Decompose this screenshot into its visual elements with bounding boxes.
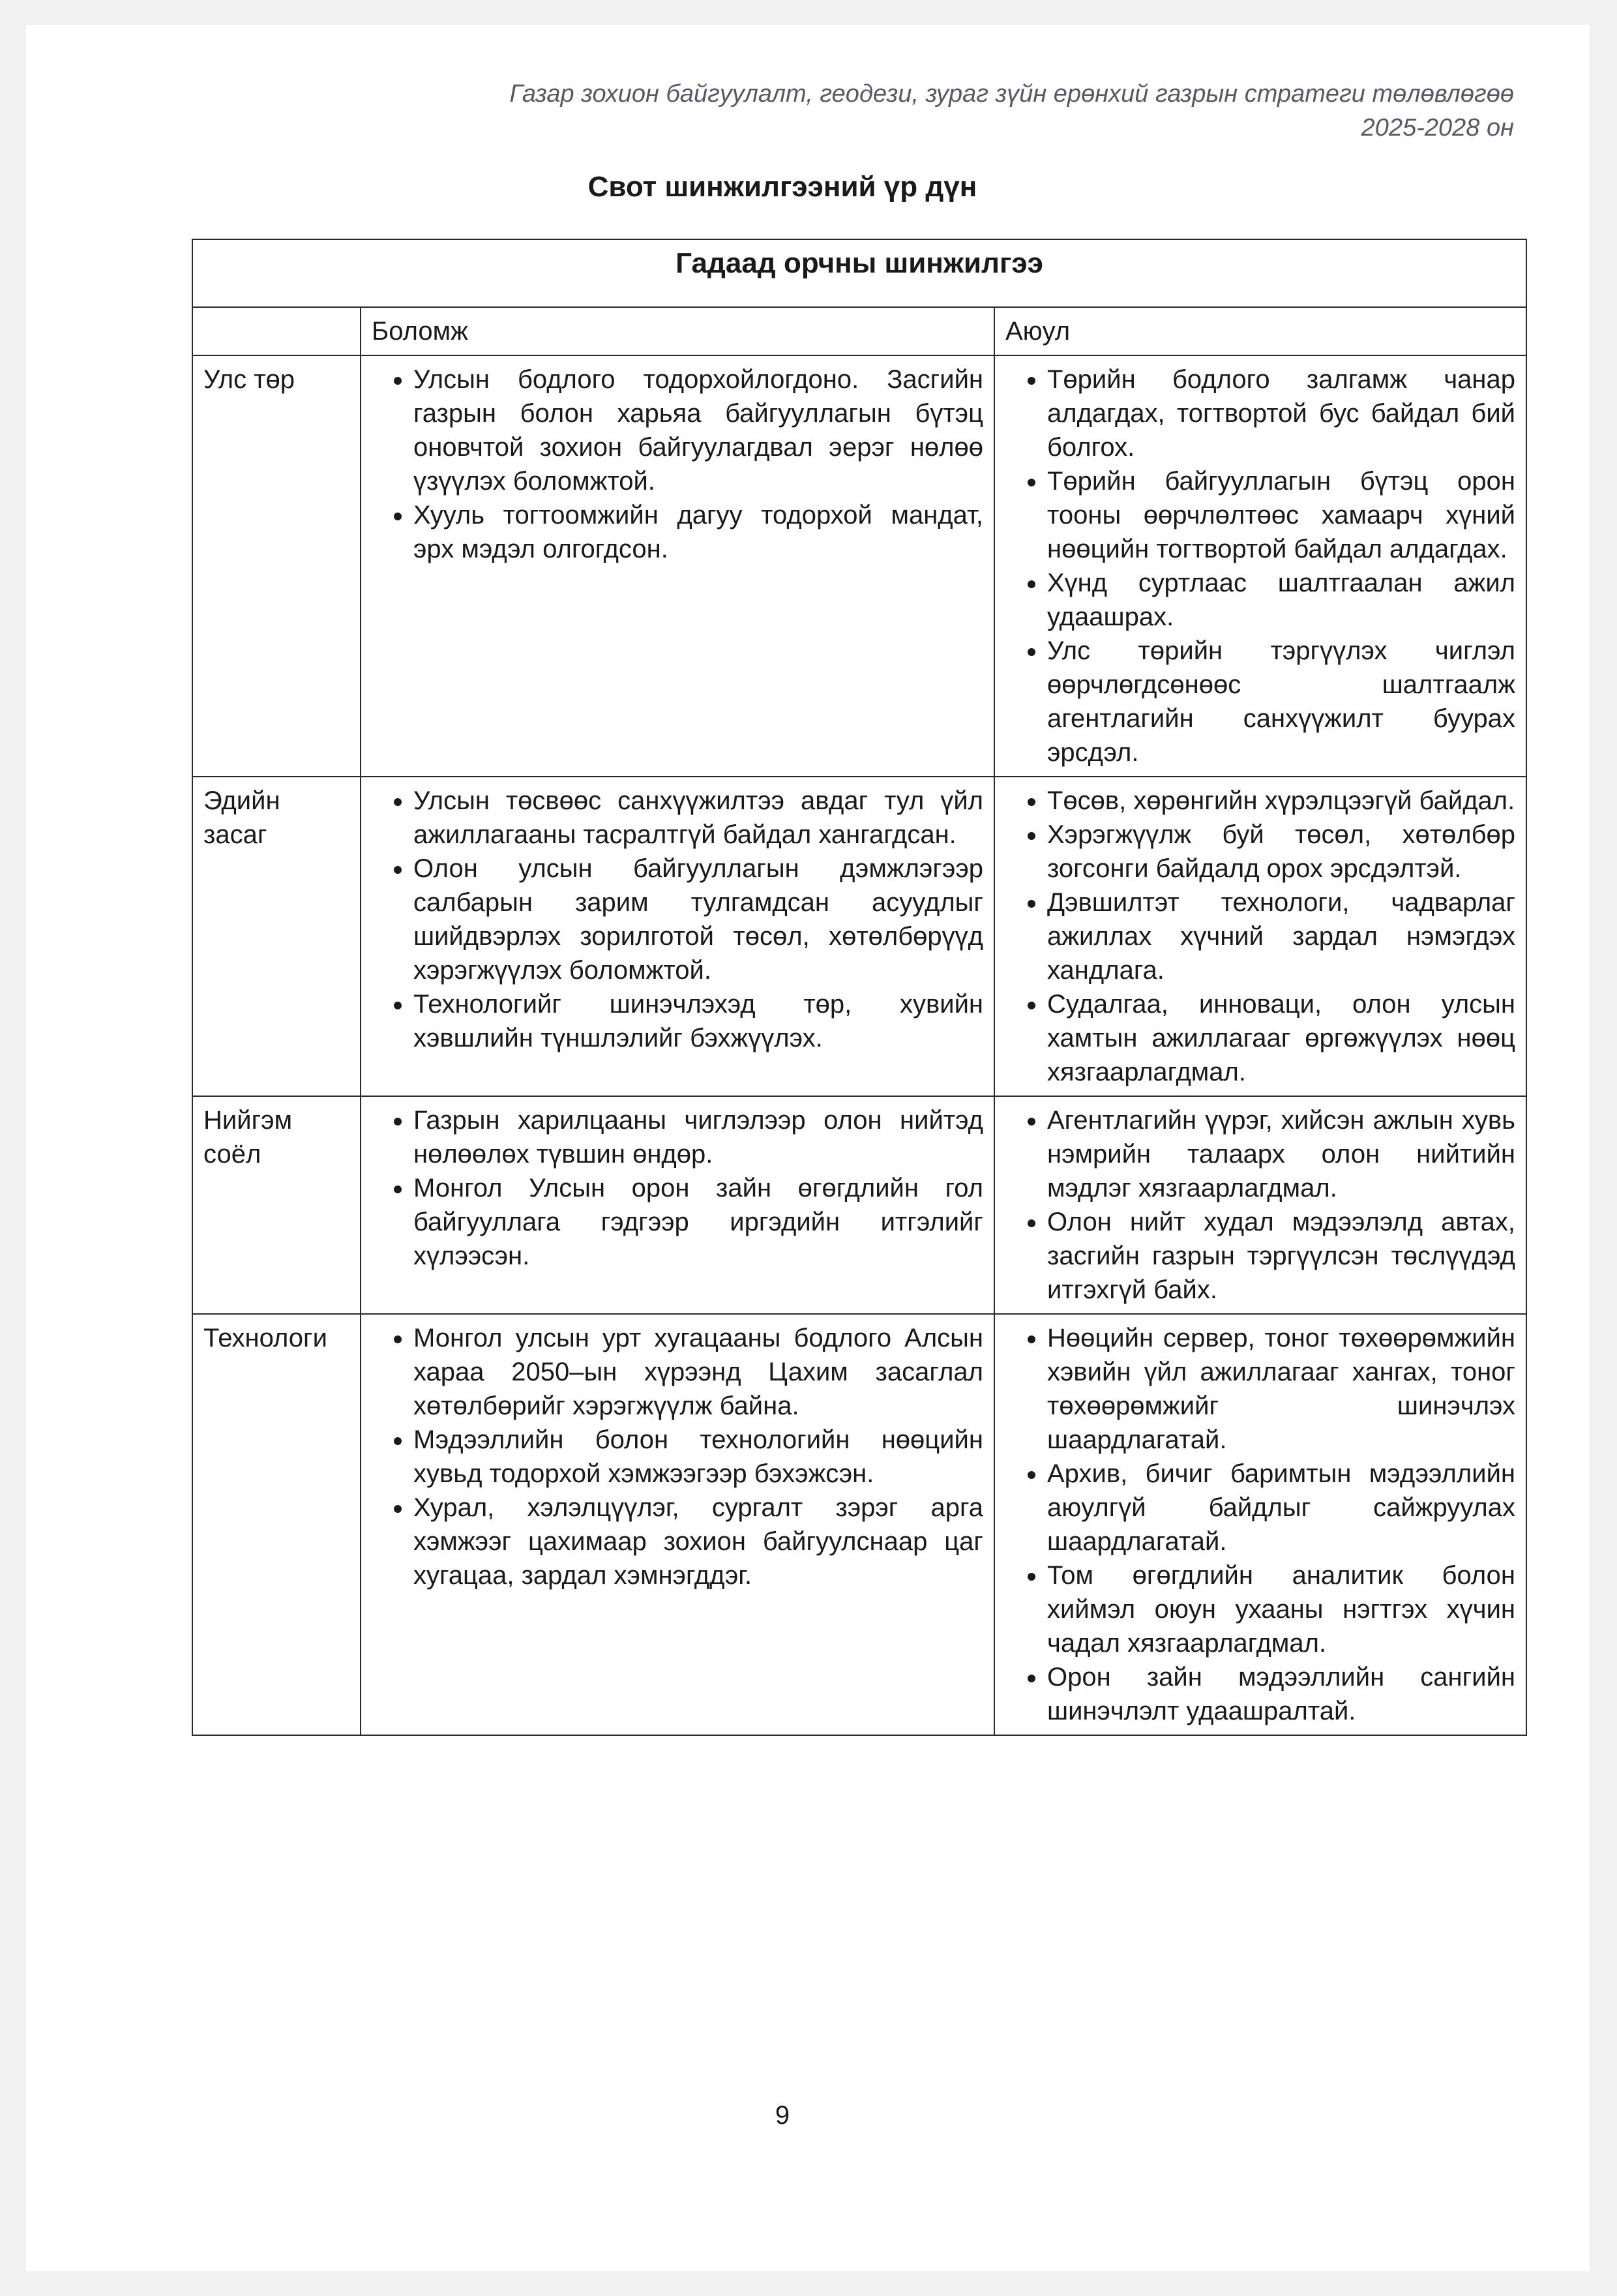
threats-cell [994, 355, 1526, 777]
list-item: • Хүнд суртлаас шалтгаалан ажил удаашрах. [1047, 566, 1515, 634]
list-item: • Орон зайн мэдээллийн сангийн шинэчлэлт удаашралтай. [1047, 1660, 1515, 1728]
threats-cell [994, 1314, 1526, 1735]
list-item: • Том өгөгдлийн аналитик болон хиймэл оюун ухааны нэгтгэх хүчин чадал хязгаарлагдмал. [1047, 1558, 1515, 1660]
threats-list [1005, 1321, 1515, 1728]
threats-list [1005, 1103, 1515, 1307]
column-header-opportunities: Боломж [361, 307, 994, 355]
row-label: Улс төр [192, 355, 361, 777]
opportunities-list [372, 363, 983, 566]
column-header-category [192, 307, 361, 355]
threats-cell [994, 1096, 1526, 1314]
row-label: Эдийн засаг [192, 777, 361, 1096]
list-item: • Хууль тогтоомжийн дагуу тодорхой мандат, эрх мэдэл олгогдсон. [413, 498, 983, 566]
list-item: • Архив, бичиг баримтын мэдээллийн аюулгүй байдлыг сайжруулах шаардлагатай. [1047, 1457, 1515, 1558]
section-header-row [192, 239, 1526, 307]
column-header-threats: Аюул [994, 307, 1526, 355]
table-row [192, 1096, 1526, 1314]
threats-list [1005, 784, 1515, 1089]
page-title: Свот шинжилгээний үр дүн [587, 171, 977, 203]
table-row [192, 355, 1526, 777]
opportunities-list [372, 1321, 983, 1592]
list-item: • Газрын харилцааны чиглэлээр олон нийтэд нөлөөлөх түвшин өндөр. [413, 1103, 983, 1171]
list-item: • Мэдээллийн болон технологийн нөөцийн хувьд тодорхой хэмжээгээр бэхэжсэн. [413, 1423, 983, 1491]
opportunities-list [372, 1103, 983, 1273]
list-item: • Улсын төсвөөс санхүүжилтээ авдаг тул үйл ажиллагааны тасралтгүй байдал хангагдсан. [413, 784, 983, 852]
threats-list [1005, 363, 1515, 769]
list-item: • Төрийн байгууллагын бүтэц орон тооны өөрчлөлтөөс хамаарч хүний нөөцийн тогтвортой байдал алдагдах. [1047, 464, 1515, 566]
list-item: • Технологийг шинэчлэхэд төр, хувийн хэвшлийн түншлэлийг бэхжүүлэх. [413, 987, 983, 1055]
list-item: • Судалгаа, инноваци, олон улсын хамтын ажиллагааг өргөжүүлэх нөөц хязгаарлагдмал. [1047, 987, 1515, 1089]
page-number: 9 [775, 2101, 790, 2130]
section-title: Гадаад орчны шинжилгээ [192, 239, 1526, 307]
header-title: Газар зохион байгуулалт, геодези, зураг зүйн ерөнхий газрын стратеги төлөвлөгөө [509, 80, 1514, 108]
opportunities-cell [361, 1314, 994, 1735]
list-item: • Хурал, хэлэлцүүлэг, сургалт зэрэг арга хэмжээг цахимаар зохион байгуулснаар цаг хугацаа, зардал хэмнэгддэг. [413, 1491, 983, 1592]
list-item: • Улсын бодлого тодорхойлогдоно. Засгийн газрын болон харьяа байгууллагын бүтэц оновчтой зохион байгуулагдвал эерэг нөлөө үзүүлэх боломжтой. [413, 363, 983, 498]
opportunities-cell [361, 1096, 994, 1314]
list-item: • Нөөцийн сервер, тоног төхөөрөмжийн хэвийн үйл ажиллагааг хангах, тоног төхөөрөмжийг шинэчлэх шаардлагатай. [1047, 1321, 1515, 1457]
column-header-row [192, 307, 1526, 355]
list-item: • Олон улсын байгууллагын дэмжлэгээр салбарын зарим тулгамдсан асуудлыг шийдвэрлэх зорилготой төсөл, хөтөлбөрүүд хэрэгжүүлэх боломжтой. [413, 852, 983, 987]
threats-cell [994, 777, 1526, 1096]
table-row [192, 777, 1526, 1096]
list-item: • Агентлагийн үүрэг, хийсэн ажлын хувь нэмрийн талаарх олон нийтийн мэдлэг хязгаарлагдмал. [1047, 1103, 1515, 1205]
row-label: Нийгэм соёл [192, 1096, 361, 1314]
swot-table [192, 239, 1527, 1736]
row-label: Технологи [192, 1314, 361, 1735]
list-item: • Хэрэгжүүлж буй төсөл, хөтөлбөр зогсонги байдалд орох эрсдэлтэй. [1047, 818, 1515, 886]
opportunities-cell [361, 777, 994, 1096]
list-item: • Олон нийт худал мэдээлэлд автах, засгийн газрын тэргүүлсэн төслүүдэд итгэхгүй байх. [1047, 1205, 1515, 1307]
header-years: 2025-2028 он [1361, 114, 1514, 142]
opportunities-cell [361, 355, 994, 777]
opportunities-list [372, 784, 983, 1055]
list-item: • Төрийн бодлого залгамж чанар алдагдах, тогтвортой бус байдал бий болгох. [1047, 363, 1515, 464]
table-row [192, 1314, 1526, 1735]
list-item: • Дэвшилтэт технологи, чадварлаг ажиллах хүчний зардал нэмэгдэх хандлага. [1047, 886, 1515, 987]
list-item: • Монгол Улсын орон зайн өгөгдлийн гол байгууллага гэдгээр иргэдийн итгэлийг хүлээсэн. [413, 1171, 983, 1273]
document-header [509, 77, 1514, 145]
list-item: • Төсөв, хөрөнгийн хүрэлцээгүй байдал. [1047, 784, 1515, 818]
list-item: • Улс төрийн тэргүүлэх чиглэл өөрчлөгдсөнөөс шалтгаалж агентлагийн санхүүжилт буурах эрсдэл. [1047, 634, 1515, 769]
list-item: • Монгол улсын урт хугацааны бодлого Алсын хараа 2050–ын хүрээнд Цахим засаглал хөтөлбөрийг хэрэгжүүлж байна. [413, 1321, 983, 1423]
